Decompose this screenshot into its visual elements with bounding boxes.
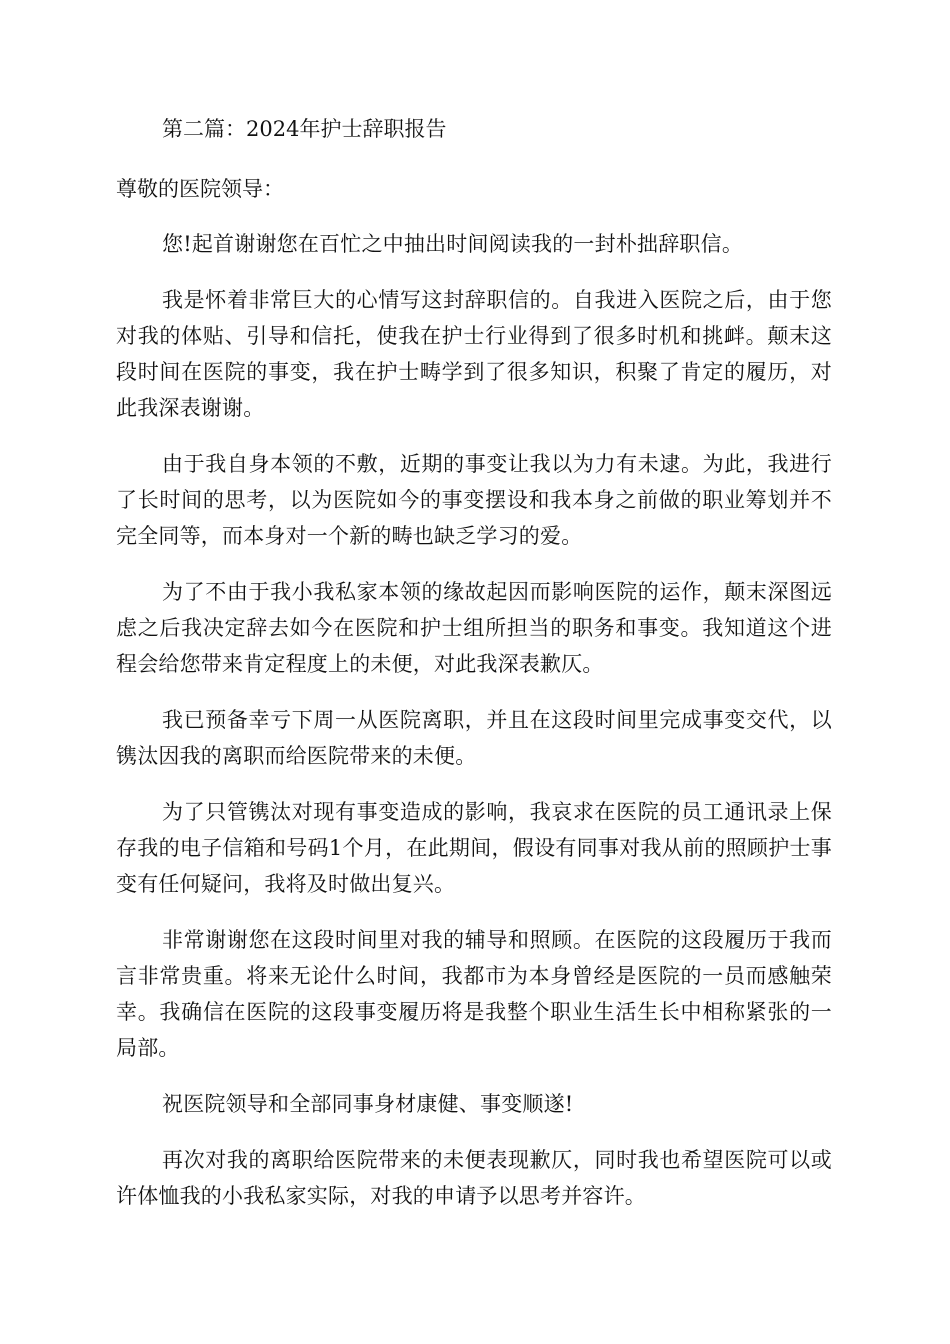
paragraph-thanks: 您!起首谢谢您在百忙之中抽出时间阅读我的一封朴拙辞职信。 [162,232,744,256]
paragraph-gratitude: 我是怀着非常巨大的心情写这封辞职信的。自我进入医院之后，由于您对我的体贴、引导和信托，使我在护士行业得到了很多时机和挑衅。颠末这段时间在医院的事变，我在护士畴学到了很多知识，积聚了肯定的履历，对此我深表谢谢。 [116,288,832,420]
paragraph-reason: 由于我自身本领的不敷，近期的事变让我以为力有未逮。为此，我进行了长时间的思考，以为医院如今的事变摆设和我本身之前做的职业筹划并不完全同等，而本身对一个新的畴也缺乏学习的爱。 [116,452,832,548]
paragraph-handover: 我已预备幸亏下周一从医院离职，并且在这段时间里完成事变交代，以镌汰因我的离职而给医院带来的未便。 [116,708,832,768]
paragraph-contact: 为了只管镌汰对现有事变造成的影响，我哀求在医院的员工通讯录上保存我的电子信箱和号码1个月，在此期间，假设有同事对我从前的照顾护士事变有任何疑问，我将及时做出复兴。 [116,800,832,896]
paragraph-decision: 为了不由于我小我私家本领的缘故起因而影响医院的运作，颠末深图远虑之后我决定辞去如今在医院和护士组所担当的职务和事变。我知道这个进程会给您带来肯定程度上的未便，对此我深表歉仄。 [116,580,832,676]
document-body [116,112,832,1234]
salutation: 尊敬的医院领导： [116,177,284,201]
paragraph-closing: 再次对我的离职给医院带来的未便表现歉仄，同时我也希望医院可以或许体恤我的小我私家实际，对我的申请予以思考并容许。 [116,1148,832,1208]
paragraph-wishes: 祝医院领导和全部同事身材康健、事变顺遂! [162,1092,574,1116]
document-title: 第二篇：2024年护士辞职报告 [162,117,447,141]
paragraph-appreciation: 非常谢谢您在这段时间里对我的辅导和照顾。在医院的这段履历于我而言非常贵重。将来无论什么时间，我都市为本身曾经是医院的一员而感触荣幸。我确信在医院的这段事变履历将是我整个职业生活生长中相称紧张的一局部。 [116,928,832,1060]
